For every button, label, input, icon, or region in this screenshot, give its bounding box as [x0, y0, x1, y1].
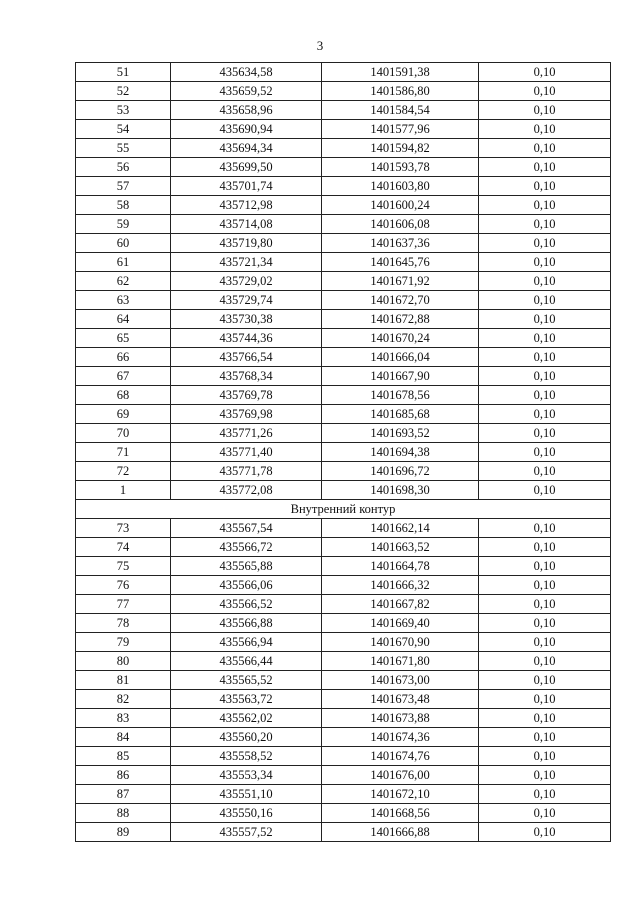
point-number-cell: 81 — [76, 671, 171, 690]
y-coordinate-cell: 1401672,88 — [322, 310, 479, 329]
x-coordinate-cell: 435565,88 — [171, 557, 322, 576]
y-coordinate-cell: 1401577,96 — [322, 120, 479, 139]
table-row — [76, 785, 611, 804]
x-coordinate-cell: 435550,16 — [171, 804, 322, 823]
y-coordinate-cell: 1401672,10 — [322, 785, 479, 804]
table-row — [76, 671, 611, 690]
accuracy-cell: 0,10 — [479, 424, 611, 443]
accuracy-cell: 0,10 — [479, 709, 611, 728]
point-number-cell: 52 — [76, 82, 171, 101]
point-number-cell: 63 — [76, 291, 171, 310]
table-row — [76, 690, 611, 709]
point-number-cell: 69 — [76, 405, 171, 424]
x-coordinate-cell: 435772,08 — [171, 481, 322, 500]
y-coordinate-cell: 1401693,52 — [322, 424, 479, 443]
accuracy-cell: 0,10 — [479, 766, 611, 785]
accuracy-cell: 0,10 — [479, 443, 611, 462]
y-coordinate-cell: 1401674,76 — [322, 747, 479, 766]
x-coordinate-cell: 435768,34 — [171, 367, 322, 386]
table-row — [76, 728, 611, 747]
x-coordinate-cell: 435730,38 — [171, 310, 322, 329]
x-coordinate-cell: 435566,72 — [171, 538, 322, 557]
x-coordinate-cell: 435771,26 — [171, 424, 322, 443]
table-row — [76, 443, 611, 462]
accuracy-cell: 0,10 — [479, 329, 611, 348]
y-coordinate-cell: 1401670,90 — [322, 633, 479, 652]
y-coordinate-cell: 1401666,88 — [322, 823, 479, 842]
table-row — [76, 595, 611, 614]
table-row — [76, 386, 611, 405]
accuracy-cell: 0,10 — [479, 101, 611, 120]
table-row — [76, 177, 611, 196]
accuracy-cell: 0,10 — [479, 367, 611, 386]
table-row — [76, 519, 611, 538]
y-coordinate-cell: 1401594,82 — [322, 139, 479, 158]
accuracy-cell: 0,10 — [479, 177, 611, 196]
x-coordinate-cell: 435560,20 — [171, 728, 322, 747]
accuracy-cell: 0,10 — [479, 120, 611, 139]
accuracy-cell: 0,10 — [479, 348, 611, 367]
point-number-cell: 83 — [76, 709, 171, 728]
x-coordinate-cell: 435769,78 — [171, 386, 322, 405]
table-row — [76, 272, 611, 291]
x-coordinate-cell: 435729,74 — [171, 291, 322, 310]
point-number-cell: 71 — [76, 443, 171, 462]
accuracy-cell: 0,10 — [479, 139, 611, 158]
accuracy-cell: 0,10 — [479, 82, 611, 101]
table-row — [76, 424, 611, 443]
table-row — [76, 709, 611, 728]
point-number-cell: 85 — [76, 747, 171, 766]
point-number-cell: 62 — [76, 272, 171, 291]
y-coordinate-cell: 1401669,40 — [322, 614, 479, 633]
x-coordinate-cell: 435744,36 — [171, 329, 322, 348]
x-coordinate-cell: 435699,50 — [171, 158, 322, 177]
table-row — [76, 82, 611, 101]
accuracy-cell: 0,10 — [479, 310, 611, 329]
table-row — [76, 576, 611, 595]
point-number-cell: 76 — [76, 576, 171, 595]
table-row — [76, 538, 611, 557]
accuracy-cell: 0,10 — [479, 405, 611, 424]
accuracy-cell: 0,10 — [479, 633, 611, 652]
accuracy-cell: 0,10 — [479, 158, 611, 177]
accuracy-cell: 0,10 — [479, 538, 611, 557]
x-coordinate-cell: 435766,54 — [171, 348, 322, 367]
point-number-cell: 80 — [76, 652, 171, 671]
point-number-cell: 57 — [76, 177, 171, 196]
y-coordinate-cell: 1401606,08 — [322, 215, 479, 234]
y-coordinate-cell: 1401663,52 — [322, 538, 479, 557]
table-row — [76, 253, 611, 272]
y-coordinate-cell: 1401694,38 — [322, 443, 479, 462]
y-coordinate-cell: 1401676,00 — [322, 766, 479, 785]
y-coordinate-cell: 1401662,14 — [322, 519, 479, 538]
x-coordinate-cell: 435563,72 — [171, 690, 322, 709]
table-row — [76, 215, 611, 234]
section-title: Внутренний контур — [76, 500, 611, 519]
point-number-cell: 64 — [76, 310, 171, 329]
table-row — [76, 766, 611, 785]
accuracy-cell: 0,10 — [479, 63, 611, 82]
x-coordinate-cell: 435557,52 — [171, 823, 322, 842]
point-number-cell: 65 — [76, 329, 171, 348]
point-number-cell: 88 — [76, 804, 171, 823]
x-coordinate-cell: 435658,96 — [171, 101, 322, 120]
table-row — [76, 557, 611, 576]
table-row — [76, 234, 611, 253]
y-coordinate-cell: 1401673,48 — [322, 690, 479, 709]
table-row — [76, 804, 611, 823]
point-number-cell: 67 — [76, 367, 171, 386]
x-coordinate-cell: 435566,52 — [171, 595, 322, 614]
point-number-cell: 55 — [76, 139, 171, 158]
x-coordinate-cell: 435659,52 — [171, 82, 322, 101]
accuracy-cell: 0,10 — [479, 234, 611, 253]
table-row — [76, 462, 611, 481]
y-coordinate-cell: 1401667,90 — [322, 367, 479, 386]
table-row — [76, 614, 611, 633]
table-row — [76, 158, 611, 177]
point-number-cell: 86 — [76, 766, 171, 785]
accuracy-cell: 0,10 — [479, 823, 611, 842]
y-coordinate-cell: 1401678,56 — [322, 386, 479, 405]
point-number-cell: 59 — [76, 215, 171, 234]
accuracy-cell: 0,10 — [479, 652, 611, 671]
point-number-cell: 78 — [76, 614, 171, 633]
point-number-cell: 82 — [76, 690, 171, 709]
x-coordinate-cell: 435566,44 — [171, 652, 322, 671]
point-number-cell: 72 — [76, 462, 171, 481]
accuracy-cell: 0,10 — [479, 595, 611, 614]
x-coordinate-cell: 435729,02 — [171, 272, 322, 291]
x-coordinate-cell: 435553,34 — [171, 766, 322, 785]
table-row — [76, 63, 611, 82]
x-coordinate-cell: 435566,06 — [171, 576, 322, 595]
accuracy-cell: 0,10 — [479, 804, 611, 823]
x-coordinate-cell: 435771,40 — [171, 443, 322, 462]
accuracy-cell: 0,10 — [479, 747, 611, 766]
accuracy-cell: 0,10 — [479, 481, 611, 500]
y-coordinate-cell: 1401637,36 — [322, 234, 479, 253]
y-coordinate-cell: 1401685,68 — [322, 405, 479, 424]
coordinates-table — [75, 62, 611, 842]
point-number-cell: 1 — [76, 481, 171, 500]
page-number: 3 — [316, 38, 324, 53]
point-number-cell: 61 — [76, 253, 171, 272]
x-coordinate-cell: 435562,02 — [171, 709, 322, 728]
point-number-cell: 51 — [76, 63, 171, 82]
accuracy-cell: 0,10 — [479, 671, 611, 690]
y-coordinate-cell: 1401603,80 — [322, 177, 479, 196]
table-row — [76, 139, 611, 158]
point-number-cell: 58 — [76, 196, 171, 215]
accuracy-cell: 0,10 — [479, 690, 611, 709]
accuracy-cell: 0,10 — [479, 576, 611, 595]
y-coordinate-cell: 1401674,36 — [322, 728, 479, 747]
table-row — [76, 196, 611, 215]
accuracy-cell: 0,10 — [479, 215, 611, 234]
table-row — [76, 348, 611, 367]
y-coordinate-cell: 1401600,24 — [322, 196, 479, 215]
y-coordinate-cell: 1401666,32 — [322, 576, 479, 595]
y-coordinate-cell: 1401667,82 — [322, 595, 479, 614]
y-coordinate-cell: 1401664,78 — [322, 557, 479, 576]
x-coordinate-cell: 435712,98 — [171, 196, 322, 215]
point-number-cell: 54 — [76, 120, 171, 139]
x-coordinate-cell: 435634,58 — [171, 63, 322, 82]
y-coordinate-cell: 1401673,88 — [322, 709, 479, 728]
point-number-cell: 87 — [76, 785, 171, 804]
accuracy-cell: 0,10 — [479, 272, 611, 291]
accuracy-cell: 0,10 — [479, 785, 611, 804]
y-coordinate-cell: 1401698,30 — [322, 481, 479, 500]
y-coordinate-cell: 1401670,24 — [322, 329, 479, 348]
y-coordinate-cell: 1401593,78 — [322, 158, 479, 177]
table-row — [76, 120, 611, 139]
accuracy-cell: 0,10 — [479, 614, 611, 633]
table-row — [76, 101, 611, 120]
table-row — [76, 367, 611, 386]
y-coordinate-cell: 1401696,72 — [322, 462, 479, 481]
x-coordinate-cell: 435694,34 — [171, 139, 322, 158]
x-coordinate-cell: 435558,52 — [171, 747, 322, 766]
y-coordinate-cell: 1401671,80 — [322, 652, 479, 671]
table-row — [76, 652, 611, 671]
point-number-cell: 89 — [76, 823, 171, 842]
point-number-cell: 75 — [76, 557, 171, 576]
point-number-cell: 68 — [76, 386, 171, 405]
accuracy-cell: 0,10 — [479, 291, 611, 310]
accuracy-cell: 0,10 — [479, 196, 611, 215]
y-coordinate-cell: 1401672,70 — [322, 291, 479, 310]
point-number-cell: 53 — [76, 101, 171, 120]
table-row — [76, 633, 611, 652]
y-coordinate-cell: 1401668,56 — [322, 804, 479, 823]
y-coordinate-cell: 1401671,92 — [322, 272, 479, 291]
point-number-cell: 66 — [76, 348, 171, 367]
point-number-cell: 70 — [76, 424, 171, 443]
point-number-cell: 56 — [76, 158, 171, 177]
x-coordinate-cell: 435551,10 — [171, 785, 322, 804]
x-coordinate-cell: 435566,94 — [171, 633, 322, 652]
x-coordinate-cell: 435721,34 — [171, 253, 322, 272]
y-coordinate-cell: 1401591,38 — [322, 63, 479, 82]
table-row — [76, 291, 611, 310]
y-coordinate-cell: 1401645,76 — [322, 253, 479, 272]
x-coordinate-cell: 435719,80 — [171, 234, 322, 253]
table-row — [76, 329, 611, 348]
table-row — [76, 310, 611, 329]
point-number-cell: 60 — [76, 234, 171, 253]
table-row — [76, 823, 611, 842]
x-coordinate-cell: 435769,98 — [171, 405, 322, 424]
section-header-row — [76, 500, 611, 519]
x-coordinate-cell: 435771,78 — [171, 462, 322, 481]
accuracy-cell: 0,10 — [479, 462, 611, 481]
accuracy-cell: 0,10 — [479, 519, 611, 538]
point-number-cell: 77 — [76, 595, 171, 614]
point-number-cell: 84 — [76, 728, 171, 747]
x-coordinate-cell: 435701,74 — [171, 177, 322, 196]
x-coordinate-cell: 435565,52 — [171, 671, 322, 690]
x-coordinate-cell: 435690,94 — [171, 120, 322, 139]
x-coordinate-cell: 435566,88 — [171, 614, 322, 633]
table-row — [76, 481, 611, 500]
x-coordinate-cell: 435567,54 — [171, 519, 322, 538]
y-coordinate-cell: 1401586,80 — [322, 82, 479, 101]
y-coordinate-cell: 1401584,54 — [322, 101, 479, 120]
y-coordinate-cell: 1401673,00 — [322, 671, 479, 690]
point-number-cell: 79 — [76, 633, 171, 652]
point-number-cell: 73 — [76, 519, 171, 538]
accuracy-cell: 0,10 — [479, 253, 611, 272]
accuracy-cell: 0,10 — [479, 557, 611, 576]
point-number-cell: 74 — [76, 538, 171, 557]
accuracy-cell: 0,10 — [479, 728, 611, 747]
x-coordinate-cell: 435714,08 — [171, 215, 322, 234]
y-coordinate-cell: 1401666,04 — [322, 348, 479, 367]
table-row — [76, 747, 611, 766]
table-row — [76, 405, 611, 424]
accuracy-cell: 0,10 — [479, 386, 611, 405]
